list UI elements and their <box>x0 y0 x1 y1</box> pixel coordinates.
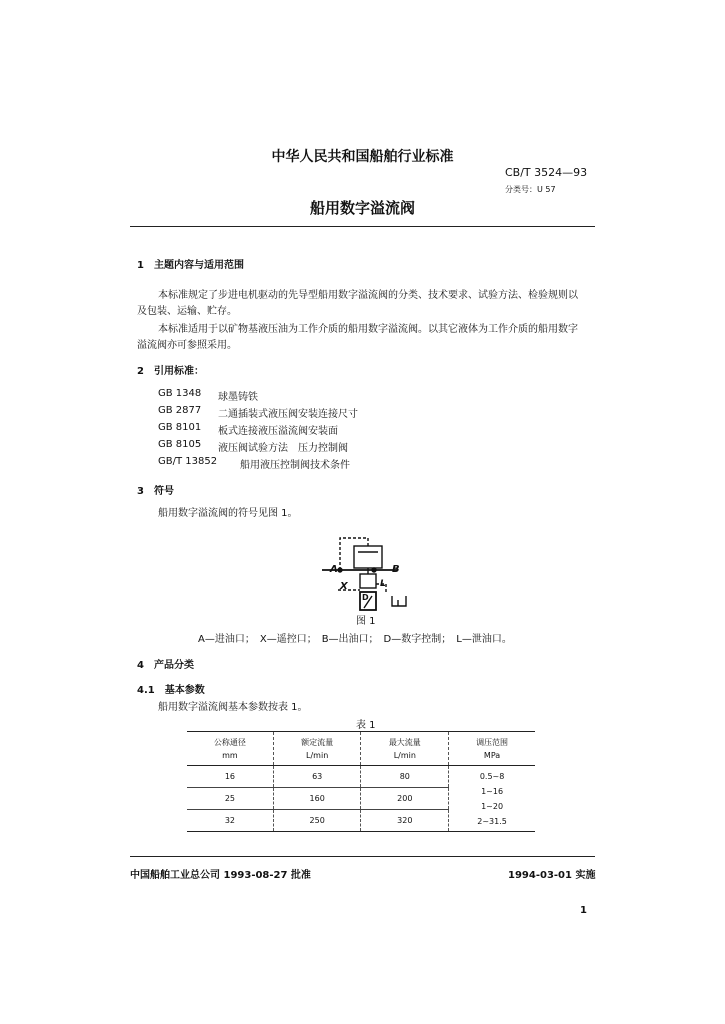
section-3-text: 船用数字溢流阀的符号见图 1。 <box>158 508 298 519</box>
section-2-heading: 2 引用标准： <box>137 366 204 377</box>
pressure-range-value: 2~31.5 <box>477 816 507 826</box>
header-unit: MPa <box>483 750 501 760</box>
reference-code: GB 8101 <box>158 422 202 433</box>
section-1-heading: 1 主题内容与适用范围 <box>137 260 244 271</box>
section-4-heading: 4 产品分类 <box>137 660 194 671</box>
port-label-b: B <box>392 564 400 575</box>
section-3-heading: 3 符号 <box>137 486 174 497</box>
header-cell <box>449 732 535 766</box>
pressure-range-value: 1~16 <box>481 786 504 796</box>
port-label-l: L <box>380 579 386 589</box>
cell-max-flow: 320 <box>361 810 449 832</box>
header-cell <box>187 732 273 766</box>
port-label-x: X <box>340 581 348 592</box>
header-cell <box>273 732 361 766</box>
section-1-para-2-line-2: 溢流阀亦可参照采用。 <box>137 340 237 351</box>
cell-nominal-size: 32 <box>187 810 273 832</box>
effective-date: 1994-03-01 实施 <box>508 870 596 881</box>
cell-rated-flow: 160 <box>273 788 361 810</box>
header-rule <box>130 226 595 227</box>
reference-code: GB 8105 <box>158 439 202 450</box>
cell-nominal-size: 25 <box>187 788 273 810</box>
header-unit: mm <box>222 750 238 760</box>
cell-max-flow: 200 <box>361 788 449 810</box>
pressure-range-value: 1~20 <box>481 801 504 811</box>
reference-title: 板式连接液压溢流阀安装面 <box>218 426 338 437</box>
approval-statement: 中国船舶工业总公司 1993-08-27 批准 <box>130 870 311 881</box>
reference-title: 球墨铸铁 <box>218 392 258 403</box>
figure-caption: 图 1 <box>356 616 376 627</box>
cell-pressure-range <box>449 766 535 832</box>
header-unit: L/min <box>306 750 329 760</box>
header-unit: L/min <box>393 750 416 760</box>
classification-number: 分类号：U 57 <box>505 185 556 194</box>
page-number: 1 <box>580 905 587 916</box>
table-caption: 表 1 <box>356 720 376 731</box>
reference-code: GB 2877 <box>158 405 202 416</box>
parameter-table <box>187 731 535 832</box>
section-4-1-heading: 4.1 基本参数 <box>137 685 205 696</box>
table-header-row <box>187 732 535 766</box>
header-label: 额定流量 <box>301 737 334 747</box>
port-label-a: A <box>330 564 338 575</box>
port-label-d: D <box>362 593 369 602</box>
footer-rule <box>130 856 595 857</box>
pressure-range-value: 0.5~8 <box>479 771 505 781</box>
reference-title: 船用液压控制阀技术条件 <box>240 460 350 471</box>
section-1-para-1-line-1: 本标准规定了步进电机驱动的先导型船用数字溢流阀的分类、技术要求、试验方法、检验规则以 <box>158 290 578 301</box>
document-title: 船用数字溢流阀 <box>309 199 415 217</box>
header-label: 调压范围 <box>476 737 509 747</box>
reference-title: 液压阀试验方法 压力控制阀 <box>218 443 348 454</box>
section-4-1-text: 船用数字溢流阀基本参数按表 1。 <box>158 702 308 713</box>
figure-legend: A—进油口； X—遥控口； B—出油口； D—数字控制； L—泄油口。 <box>198 634 512 645</box>
cell-rated-flow: 250 <box>273 810 361 832</box>
cell-rated-flow: 63 <box>273 766 361 788</box>
reference-code: GB 1348 <box>158 388 202 399</box>
header-label: 公称通径 <box>213 737 246 747</box>
org-title: 中华人民共和国船舶行业标准 <box>271 149 454 165</box>
table-row <box>187 766 535 788</box>
cell-nominal-size: 16 <box>187 766 273 788</box>
header-cell <box>361 732 449 766</box>
cell-max-flow: 80 <box>361 766 449 788</box>
header-label: 最大流量 <box>388 737 421 747</box>
reference-title: 二通插装式液压阀安装连接尺寸 <box>218 409 358 420</box>
reference-code: GB/T 13852 <box>158 456 218 467</box>
section-1-para-2-line-1: 本标准适用于以矿物基液压油为工作介质的船用数字溢流阀。以其它液体为工作介质的船用数字 <box>158 324 578 335</box>
standard-code: CB/T 3524—93 <box>505 166 588 179</box>
section-1-para-1-line-2: 及包装、运输、贮存。 <box>137 306 237 317</box>
